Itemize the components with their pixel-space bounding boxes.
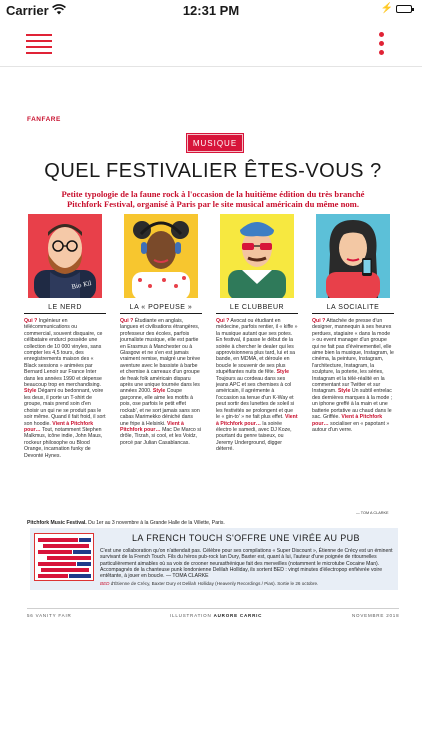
section-label: FANFARE [27,116,61,123]
carrier-label: Carrier [6,3,49,18]
column-text-socialite: Qui ? Attachée de presse d'un designer, mannequin à ses heures perdues, stagiaire « dans la mode » ou event manager d'un groupe qui ne fait pas d'événementiel, elle aime bien la musique, Instagram, le cinéma, la peinture, Instagram, l'architecture, Instagram, la sculpture, la poterie, les séries, Instagram et la télé-réalité en la commentant sur Twitter et sur Instagram. Style Un subtil entrelac des dernières marques à la mode ; un iphone greffé à la main et une batterie portative au chaud dans le sac. Griffée. Vient à Pitchfork pour… socialiser en « papotant » autour d'un verre. [312,318,394,433]
portrait-clubbeur [220,214,294,298]
sidebar-reference: BED d'Étienne de Crécy, Baxter Dury et Delilah Holliday (Heavenly Recordings / Pias). Sortie le 26 octobre. [100,581,319,586]
folio-left: 56 VANITY FAIR [27,613,72,618]
footer-rule [27,608,399,609]
album-cover [34,533,94,581]
svg-text:Bio Kil: Bio Kil [70,279,93,291]
column-text-nerd: Qui ? Ingénieur en télécommunications ou commercial, souvent disquaire, ce célibataire endurci possède une collection de 10 000 vinyles, sans compter les 4,5 tours, des enregistrements maison des « Black sessions » animées par Bernard Lenoir sur France Inter dans les années 1990 et dépense beaucoup trop en merchandising. Style Dégarni ou bedonnant, voire les deux, il porte un T-shirt de groupe, mais prend soin d'en choisir un qui ne se produit pas le soir même. Quand il fait froid, il sort son hoodie. Vient à Pitchfork pour… Tout, notamment Stephen Malkmus, icône indie, John Maus, rockeur philosophe ou Blood Orange, incarnation funky de Devonté Hynes. [24,318,106,459]
column-text-popeuse: Qui ? Étudiante en anglais, langues et civilisations étrangères, professeur des écoles, parfois journaliste musique, elle est partie en Erasmus à Manchester ou à Glasgow et ne s'en est jamais vraiment remise, malgré une brève aventure avec le bassiste à barbe et chemise à carreaux d'un groupe de freak folk américain disparu après une unique tournée dans les années 2000. Style Coupe garçonne, elle aime les motifs à pois, ose parfois le petit effet rockab', et ne sort jamais sans son cabas Marimekko déniché dans une fripe à Helsinki. Vient à Pitchfork pour… Mac De Marco si drôle, Tirzah, si cool, et les Voidz, porcé par Julian Casablancas. [120,318,201,446]
column-heading-nerd: LE NERD [24,304,106,314]
battery-icon [396,5,412,13]
category-badge: MUSIQUE [187,134,243,152]
charging-icon: ⚡ [380,3,393,14]
author-credit: — TOM A CLARKE [356,511,389,515]
article-deck: Petite typologie de la faune rock à l'occasion de la huitième édition du très branché Pitchfork Festival, organisé à Paris par le site musical américain du même nom. [61,189,365,209]
magazine-page[interactable] [20,104,406,696]
sidebar-title: LA FRENCH TOUCH S'OFFRE UNE VIRÉE AU PUB [132,533,360,543]
column-heading-socialite: LA SOCIALITE [312,304,394,314]
header-divider [0,66,422,67]
clock: 12:31 PM [182,3,240,18]
sidebar-text: C'est une collaboration qu'on n'attendait pas. Célèbre pour ses compilations « Super Discount », Étienne de Crécy est un éminent survivant de la French Touch. Fils du héros pub-rock Ian Dury, Baxter est, quant à lui, l'auteur d'une poignée de ritournelles particulièrement aimables où sa voix de crooner neurasthénique fait des merveilles (notamment le microtube Cocaine Man). Accompagnés de la chanteuse punk londonienne Delilah Holliday, ils sortent BED : vingt minutes d'électropop enfiévrée voire entêtante, à jouer en boucle. — TOMA CLARKE [100,548,393,580]
portrait-popeuse [124,214,198,298]
portrait-socialite [316,214,390,298]
column-heading-clubbeur: LE CLUBBEUR [216,304,298,314]
article-title: QUEL FESTIVALIER ÊTES-VOUS ? [44,160,382,182]
column-heading-popeuse: LA « POPEUSE » [120,304,202,314]
folio-right: NOVEMBRE 2018 [352,613,400,618]
menu-icon[interactable] [26,33,52,53]
status-bar [0,0,422,22]
folio-illustration-credit: ILLUSTRATION AURORE CARRIC [170,613,263,618]
portrait-nerd [28,214,102,298]
sidebar-box [30,528,398,590]
more-vertical-icon[interactable] [378,32,386,56]
festival-caption: Pitchfork Music Festival. Du 1er au 3 novembre à la Grande Halle de la Villette, Paris. [27,520,225,526]
column-text-clubbeur: Qui ? Avocat ou étudiant en médecine, parfois rentier, il « kiffe » la musique autant que ses potes. En festival, il passe le début de la soirée à chercher le dealer qui les approvisionnera plus tard, lui et sa bande, en MDMA, et déroule en boucle le souvenir de ses plus stupéfiantes nuits de fête. Style Toujours au cordeau dans ses jeans APC et ses chemises à col américain, il agrémente à l'occasion sa tenue d'un K-Way et peut sortir des lunettes de soleil si les festivités se prolongent et que le « gin-to' » ne fait plus effet. Vient à Pitchfork pour… la soirée électro le samedi, avec DJ Koze, pourtant du genre taiseux, ou Jeremy Underground, digger déterré. [216,318,298,453]
